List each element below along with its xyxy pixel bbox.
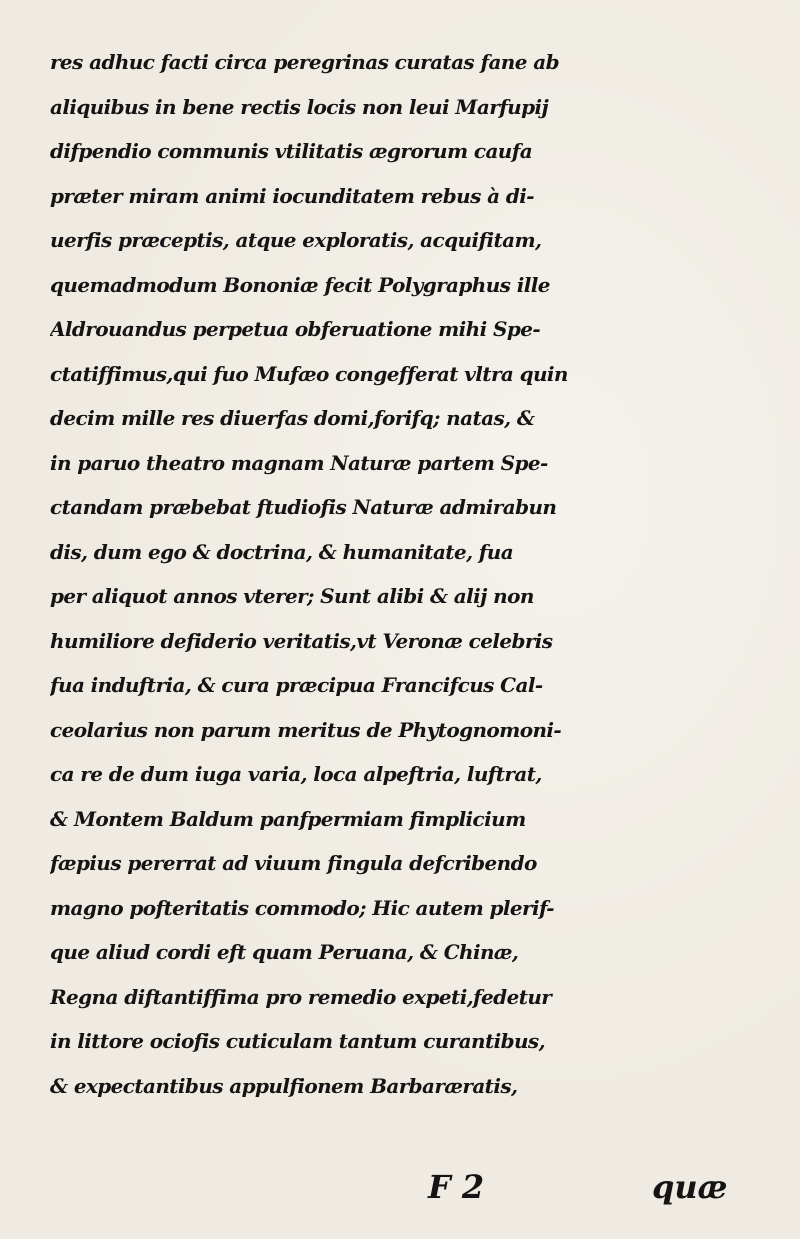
text-line: quemadmodum Bononiæ fecit Polygraphus ille — [50, 272, 550, 297]
text-line: fua induftria, & cura præcipua Francifcus Cal- — [50, 673, 543, 697]
text-line: ctatiffimus,qui fuo Mufæo congefferat vltra quin — [50, 361, 568, 386]
signature-mark: F 2 — [428, 1168, 485, 1206]
text-line: decim mille res diuerfas domi,forifq; natas, & — [50, 406, 535, 430]
text-line: dis, dum ego & doctrina, & humanitate, fua — [50, 539, 514, 564]
text-line: difpendio communis vtilitatis ægrorum caufa — [50, 139, 533, 163]
text-line: ceolarius non parum meritus de Phytognomoni- — [50, 717, 562, 742]
text-line: ca re de dum iuga varia, loca alpeftria, luftrat, — [50, 762, 542, 786]
catchword: quæ — [652, 1168, 728, 1206]
text-line: & expectantibus appulfionem Barbaræratis, — [50, 1073, 518, 1098]
text-line: Regna diftantiffima pro remedio expeti,fedetur — [50, 984, 552, 1009]
body-text — [50, 40, 770, 1108]
text-line: & Montem Baldum panfpermiam fimplicium — [50, 806, 526, 831]
text-line: fæpius pererrat ad viuum fingula defcribendo — [50, 851, 537, 875]
text-line: præter miram animi iocunditatem rebus à di- — [50, 183, 534, 208]
text-line: Aldrouandus perpetua obferuatione mihi Spe- — [50, 317, 541, 341]
text-line: magno pofteritatis commodo; Hic autem plerif- — [50, 895, 554, 920]
text-line: que aliud cordi eft quam Peruana, & Chinæ, — [50, 940, 519, 964]
text-line: per aliquot annos vterer; Sunt alibi & alij non — [50, 584, 534, 608]
text-line: aliquibus in bene rectis locis non leui Marfupij — [50, 94, 549, 119]
text-line: ctandam præbebat ftudiofis Naturæ admirabun — [50, 495, 557, 519]
text-line: uerfis præceptis, atque exploratis, acquifitam, — [50, 228, 542, 252]
text-line: humiliore defiderio veritatis,vt Veronæ celebris — [50, 628, 553, 653]
text-line: in paruo theatro magnam Naturæ partem Spe- — [50, 450, 548, 475]
text-line: res adhuc facti circa peregrinas curatas fane ab — [50, 50, 559, 74]
page-footer — [0, 1167, 800, 1207]
text-line: in littore ociofis cuticulam tantum curantibus, — [50, 1029, 545, 1053]
